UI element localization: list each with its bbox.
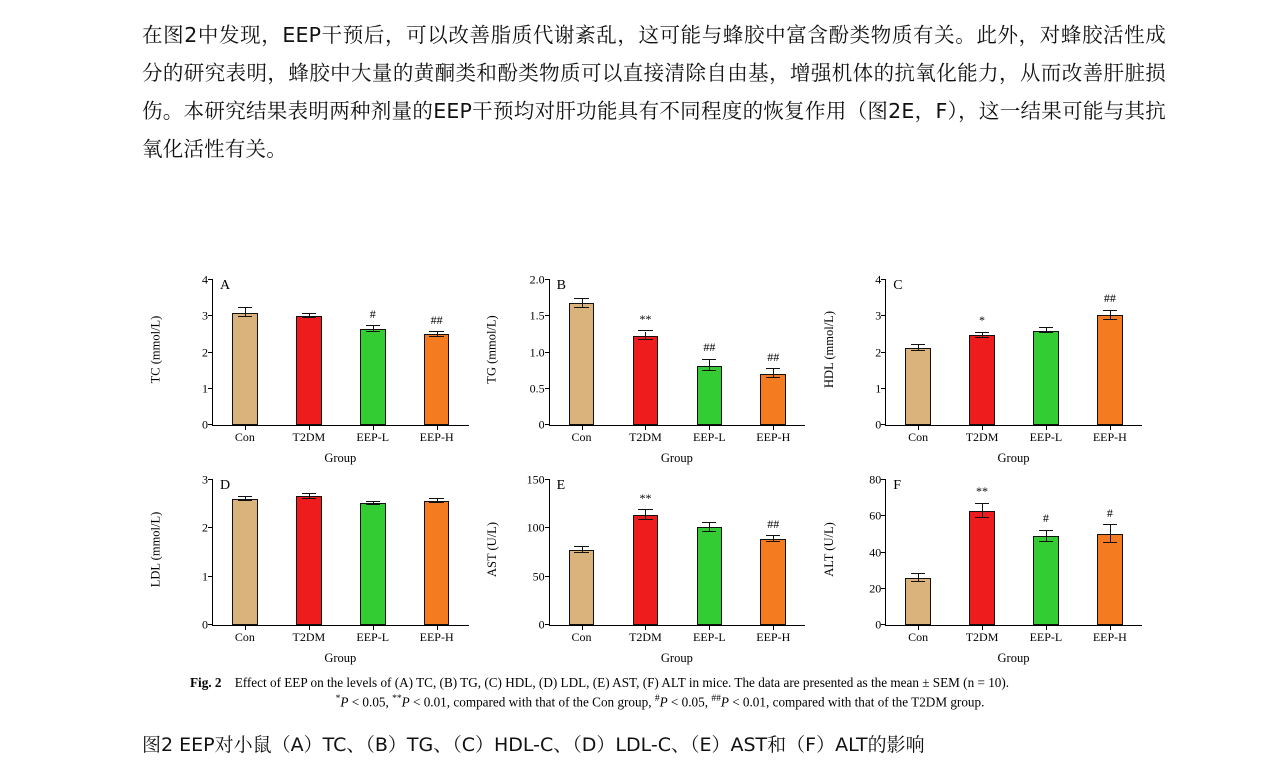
y-tick-mark xyxy=(545,624,550,625)
error-cap-top xyxy=(766,535,780,536)
x-tick-label-eep-h: EEP-H xyxy=(419,630,454,644)
y-tick-mark xyxy=(208,388,213,389)
panel-grid xyxy=(150,272,1160,672)
x-tick-label-eep-h: EEP-H xyxy=(419,430,454,444)
chart-panel-f xyxy=(823,472,1160,672)
y-tick-label: 50 xyxy=(532,569,545,584)
error-cap-top xyxy=(429,331,443,332)
error-cap-top xyxy=(638,509,652,510)
y-tick-mark xyxy=(208,279,213,280)
y-tick-label: 0 xyxy=(202,617,208,632)
x-tick-label-t2dm: T2DM xyxy=(292,630,326,644)
figure-label: Fig. 2 xyxy=(190,675,222,690)
x-tick-label-eep-h: EEP-H xyxy=(756,430,791,444)
bar-eep-h xyxy=(1097,315,1123,425)
x-axis-label: Group xyxy=(997,651,1030,665)
y-tick-mark xyxy=(208,624,213,625)
y-tick-label: 150 xyxy=(526,472,545,487)
y-axis-label: TC (mmol/L) xyxy=(148,315,163,383)
y-tick-mark xyxy=(208,315,213,316)
y-tick-mark xyxy=(545,576,550,577)
bar-t2dm xyxy=(633,515,659,625)
bar-t2dm xyxy=(633,336,659,425)
y-tick-mark xyxy=(545,352,550,353)
x-tick-label-eep-h: EEP-H xyxy=(756,630,791,644)
significance-marker: # xyxy=(369,306,376,321)
y-tick-label: 1.5 xyxy=(529,308,545,323)
bar-con xyxy=(569,303,595,425)
y-tick-label: 20 xyxy=(869,581,882,596)
x-tick-label-t2dm: T2DM xyxy=(629,630,662,644)
y-tick-label: 0 xyxy=(538,417,545,432)
error-cap-bottom xyxy=(1103,542,1117,543)
y-tick-label: 1 xyxy=(875,381,882,396)
y-tick-label: 2 xyxy=(875,345,882,359)
y-axis-label: AST (U/L) xyxy=(485,521,500,577)
error-cap-bottom xyxy=(366,331,380,332)
y-tick-label: 4 xyxy=(875,272,882,287)
x-tick-label-con: Con xyxy=(571,630,592,644)
error-cap-top xyxy=(975,332,989,333)
caption-2a: < 0.05, xyxy=(348,694,393,710)
error-bar xyxy=(1110,525,1111,543)
y-tick-mark xyxy=(545,315,550,316)
bar-con xyxy=(569,550,595,625)
chart-panel-c xyxy=(823,272,1160,472)
y-tick-label: 1 xyxy=(202,569,208,584)
plot-area xyxy=(526,472,806,644)
x-tick-label-eep-h: EEP-H xyxy=(1092,430,1127,444)
y-tick-label: 0.5 xyxy=(529,381,545,396)
y-tick-label: 3 xyxy=(875,308,882,323)
x-tick-label-eep-h: EEP-H xyxy=(1092,630,1127,644)
error-cap-top xyxy=(238,307,252,308)
error-cap-top xyxy=(429,498,443,499)
y-tick-mark xyxy=(881,424,886,425)
x-tick-label-eep-l: EEP-L xyxy=(1029,630,1063,644)
axes xyxy=(875,272,1142,444)
y-tick-mark xyxy=(208,576,213,577)
error-cap-bottom xyxy=(366,504,380,505)
error-cap-top xyxy=(238,496,252,497)
x-tick-label-eep-l: EEP-L xyxy=(356,430,390,444)
error-cap-bottom xyxy=(429,336,443,337)
x-tick-label-con: Con xyxy=(908,430,929,444)
error-cap-top xyxy=(366,325,380,326)
significance-marker: ## xyxy=(703,340,716,355)
y-axis-label: TG (mmol/L) xyxy=(485,314,500,384)
bar-t2dm xyxy=(296,496,322,625)
significance-marker: ## xyxy=(767,349,780,364)
bar-con xyxy=(232,313,258,425)
bar-eep-l xyxy=(360,329,386,425)
error-cap-top xyxy=(1103,524,1117,525)
caption-line-1: Effect of EEP on the levels of (A) TC, (B) TG, (C) HDL, (D) LDL, (E) AST, (F) ALT in mice. The data are presented as the mean ± SEM (n = 10). xyxy=(234,675,1010,690)
error-cap-bottom xyxy=(766,377,780,378)
caption-2c: < 0.05, xyxy=(667,694,712,710)
significance-marker: ## xyxy=(767,516,780,531)
error-cap-top xyxy=(638,330,652,331)
plot-area xyxy=(202,472,469,644)
y-tick-mark xyxy=(545,388,550,389)
y-tick-label: 3 xyxy=(202,472,208,487)
bar-eep-h xyxy=(760,374,786,425)
caption-2b: < 0.01, compared with that of the Con group, xyxy=(409,694,655,710)
sig-marker-con-05: * xyxy=(335,694,341,704)
significance-marker: ** xyxy=(639,312,652,327)
y-tick-mark xyxy=(545,279,550,280)
x-tick-label-eep-l: EEP-L xyxy=(1029,430,1063,444)
plot-area xyxy=(869,472,1142,644)
bar-con xyxy=(905,578,931,625)
panel-letter-a: A xyxy=(220,278,231,293)
y-tick-mark xyxy=(545,527,550,528)
y-tick-label: 80 xyxy=(869,472,882,487)
bar-eep-l xyxy=(360,503,386,625)
y-tick-mark xyxy=(881,388,886,389)
y-tick-label: 2.0 xyxy=(529,272,545,287)
error-cap-top xyxy=(1039,327,1053,328)
x-axis-label: Group xyxy=(660,651,693,665)
caption-2d: < 0.01, compared with that of the T2DM group. xyxy=(728,694,985,710)
error-cap-bottom xyxy=(302,317,316,318)
x-tick-label-t2dm: T2DM xyxy=(629,430,662,444)
error-cap-top xyxy=(911,573,925,574)
y-tick-label: 0 xyxy=(875,417,882,432)
significance-marker: ** xyxy=(639,490,652,505)
error-cap-bottom xyxy=(238,316,252,317)
y-tick-mark xyxy=(881,279,886,280)
y-tick-label: 1 xyxy=(202,381,208,396)
significance-marker: ## xyxy=(430,312,443,327)
x-tick-label-t2dm: T2DM xyxy=(965,430,999,444)
significance-marker: * xyxy=(979,313,986,328)
chart-panel-a xyxy=(150,272,487,472)
y-tick-mark xyxy=(545,424,550,425)
error-cap-top xyxy=(766,368,780,369)
error-cap-top xyxy=(911,344,925,345)
error-cap-bottom xyxy=(702,531,716,532)
error-cap-bottom xyxy=(1039,541,1053,542)
error-cap-bottom xyxy=(911,350,925,351)
y-tick-label: 100 xyxy=(526,520,545,535)
bar-eep-h xyxy=(424,501,450,625)
figure-caption xyxy=(190,674,1130,710)
error-cap-bottom xyxy=(429,502,443,503)
axes xyxy=(202,272,469,444)
panel-letter-f: F xyxy=(893,478,901,493)
bar-eep-l xyxy=(697,366,723,425)
y-tick-label: 4 xyxy=(202,272,208,287)
x-tick-label-eep-l: EEP-L xyxy=(692,430,726,444)
bar-eep-h xyxy=(424,334,450,425)
x-tick-label-con: Con xyxy=(571,430,592,444)
plot-area xyxy=(202,272,469,444)
bar-eep-l xyxy=(697,527,723,625)
y-axis-label: ALT (U/L) xyxy=(821,521,836,577)
figure-2 xyxy=(150,272,1160,672)
chinese-figure-caption: 图2 EEP对小鼠（A）TC、（B）TG、（C）HDL-C、（D）LDL-C、（E）AST和（F）ALT的影响 xyxy=(142,734,925,756)
x-tick-label-t2dm: T2DM xyxy=(965,630,999,644)
bar-t2dm xyxy=(969,335,995,425)
axes xyxy=(529,272,806,444)
error-cap-top xyxy=(366,501,380,502)
error-cap-bottom xyxy=(238,500,252,501)
y-tick-mark xyxy=(208,479,213,480)
significance-marker: # xyxy=(1106,505,1113,520)
error-cap-top xyxy=(302,313,316,314)
y-tick-label: 2 xyxy=(202,520,208,535)
x-tick-label-con: Con xyxy=(234,630,255,644)
error-bar xyxy=(982,504,983,519)
body-paragraph: 在图2中发现，EEP干预后，可以改善脂质代谢紊乱，这可能与蜂胶中富含酚类物质有关。此外，对蜂胶活性成分的研究表明，蜂胶中大量的黄酮类和酚类物质可以直接清除自由基，增强机体的抗氧化能力，从而改善肝脏损伤。本研究结果表明两种剂量的EEP干预均对肝功能具有不同程度的恢复作用（图2E，F），这一结果可能与其抗氧化活性有关。 xyxy=(142,23,1166,161)
error-cap-bottom xyxy=(574,552,588,553)
axes xyxy=(869,472,1142,644)
y-tick-mark xyxy=(881,552,886,553)
chart-panel-b xyxy=(487,272,824,472)
error-cap-bottom xyxy=(1103,319,1117,320)
y-tick-label: 0 xyxy=(538,617,545,632)
error-cap-top xyxy=(975,503,989,504)
x-axis-label: Group xyxy=(997,451,1030,465)
y-tick-label: 2 xyxy=(202,345,208,359)
bar-eep-h xyxy=(1097,534,1123,625)
error-cap-bottom xyxy=(638,339,652,340)
panel-letter-b: B xyxy=(556,278,566,293)
y-tick-mark xyxy=(881,315,886,316)
plot-area xyxy=(875,272,1142,444)
chart-panel-d xyxy=(150,472,487,672)
sig-marker-con-01: ** xyxy=(392,694,402,704)
y-tick-mark xyxy=(881,352,886,353)
error-cap-bottom xyxy=(911,581,925,582)
bar-eep-h xyxy=(760,539,786,625)
plot-area xyxy=(529,272,806,444)
bar-t2dm xyxy=(969,511,995,625)
bar-eep-l xyxy=(1033,536,1059,625)
bar-con xyxy=(905,348,931,425)
y-axis-label: HDL (mmol/L) xyxy=(821,310,836,388)
error-cap-bottom xyxy=(638,519,652,520)
error-cap-bottom xyxy=(702,370,716,371)
y-tick-mark xyxy=(881,624,886,625)
axes xyxy=(202,472,469,644)
x-tick-label-eep-l: EEP-L xyxy=(356,630,390,644)
error-cap-top xyxy=(574,546,588,547)
y-tick-label: 40 xyxy=(869,545,882,559)
error-cap-bottom xyxy=(302,498,316,499)
axes xyxy=(526,472,806,644)
error-cap-top xyxy=(702,522,716,523)
y-tick-mark xyxy=(881,588,886,589)
error-cap-top xyxy=(702,359,716,360)
y-tick-label: 0 xyxy=(202,417,208,432)
error-cap-bottom xyxy=(975,517,989,518)
panel-letter-c: C xyxy=(893,278,903,293)
error-cap-top xyxy=(1103,310,1117,311)
y-tick-label: 1.0 xyxy=(529,345,545,359)
y-tick-label: 60 xyxy=(869,508,882,523)
y-tick-mark xyxy=(208,352,213,353)
significance-marker: ## xyxy=(1103,291,1116,306)
y-axis-label: LDL (mmol/L) xyxy=(148,511,163,587)
significance-marker: ** xyxy=(976,484,989,499)
y-tick-mark xyxy=(545,479,550,480)
error-cap-top xyxy=(574,298,588,299)
y-tick-mark xyxy=(881,479,886,480)
y-tick-label: 3 xyxy=(202,308,208,323)
panel-letter-e: E xyxy=(556,478,566,493)
error-cap-bottom xyxy=(975,337,989,338)
x-tick-label-t2dm: T2DM xyxy=(292,430,326,444)
sig-marker-t2dm-01: ## xyxy=(711,694,721,704)
y-tick-mark xyxy=(881,515,886,516)
x-axis-label: Group xyxy=(324,451,357,465)
y-tick-mark xyxy=(208,527,213,528)
error-cap-bottom xyxy=(1039,332,1053,333)
significance-marker: # xyxy=(1042,511,1049,526)
chart-panel-e xyxy=(487,472,824,672)
x-tick-label-eep-l: EEP-L xyxy=(692,630,726,644)
sig-marker-t2dm-05: # xyxy=(654,694,660,704)
error-cap-bottom xyxy=(766,541,780,542)
y-tick-mark xyxy=(208,424,213,425)
x-axis-label: Group xyxy=(660,451,693,465)
error-cap-bottom xyxy=(574,307,588,308)
x-axis-label: Group xyxy=(324,651,357,665)
x-tick-label-con: Con xyxy=(234,430,255,444)
error-cap-top xyxy=(1039,530,1053,531)
y-tick-label: 0 xyxy=(875,617,882,632)
x-tick-label-con: Con xyxy=(908,630,929,644)
error-cap-top xyxy=(302,493,316,494)
bar-t2dm xyxy=(296,316,322,425)
bar-con xyxy=(232,499,258,625)
bar-eep-l xyxy=(1033,331,1059,425)
caption-line-2: *P < 0.05, **P < 0.01, compared with that of the Con group, #P < 0.05, ##P < 0.01, compared with that of the T2DM group. xyxy=(335,694,985,710)
panel-letter-d: D xyxy=(220,478,231,493)
